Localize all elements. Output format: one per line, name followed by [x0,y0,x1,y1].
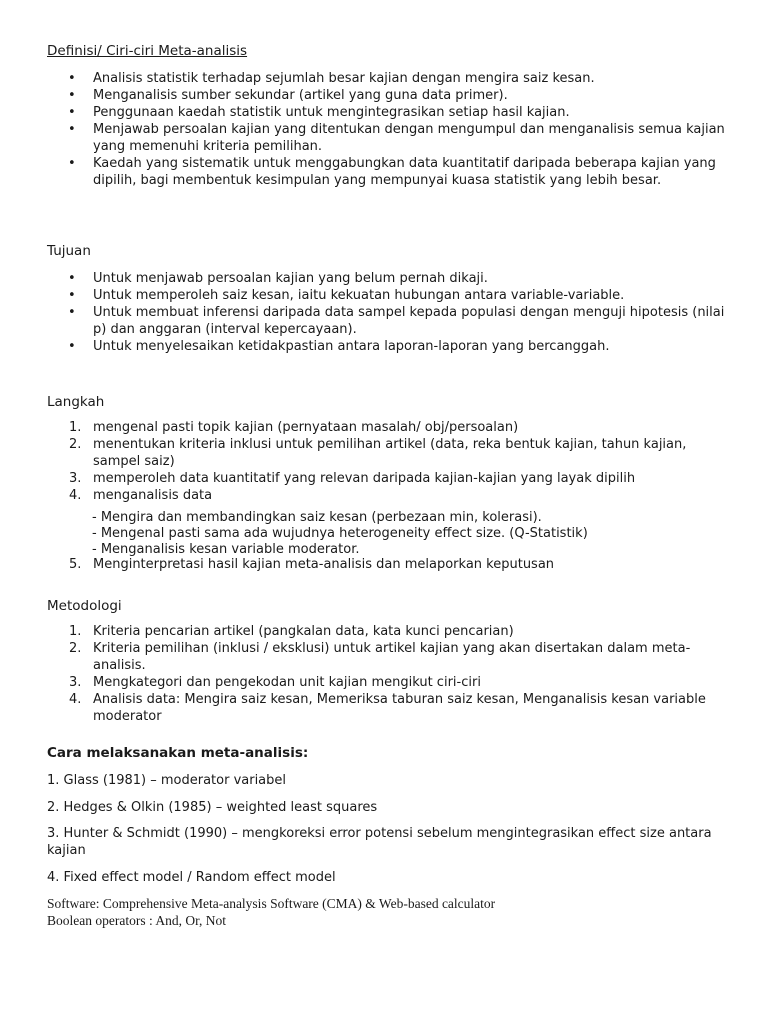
number-marker: 3. [69,471,82,486]
list-item: • Kaedah yang sistematik untuk menggabungkan data kuantitatif daripada beberapa kajian yang dipilih, bagi membentuk kesimpulan yang mempunyai kuasa statistik yang lebih besar. [68,156,716,188]
list-item: 5. Menginterpretasi hasil kajian meta-analisis dan melaporkan keputusan [69,557,555,572]
tujuan-list [0,270,733,355]
number-marker: 1. [69,624,82,639]
list-item: • Untuk memperoleh saiz kesan, iaitu kekuatan hubungan antara variable-variable. [68,288,625,303]
list-item: • Analisis statistik terhadap sejumlah besar kajian dengan mengira saiz kesan. [68,71,595,86]
list-item: 3. Mengkategori dan pengekodan unit kajian mengikut ciri-ciri [69,675,481,690]
bullet-marker: • [68,122,76,137]
number-marker: 5. [69,557,82,572]
heading-langkah: Langkah [47,394,105,410]
heading-definisi: Definisi/ Ciri-ciri Meta-analisis [47,43,248,59]
list-item: • Untuk menjawab persoalan kajian yang belum pernah dikaji. [68,271,488,286]
heading-metodologi: Metodologi [47,598,122,614]
boolean-line: Boolean operators : And, Or, Not [47,913,227,928]
list-item: • Penggunaan kaedah statistik untuk mengintegrasikan setiap hasil kajian. [68,105,570,120]
sub-item: - Mengira dan membandingkan saiz kesan (perbezaan min, kolerasi). [92,510,542,525]
bullet-marker: • [68,288,76,303]
list-item: • Menjawab persoalan kajian yang ditentukan dengan mengumpul dan menganalisis semua kajian yang memenuhi kriteria pemilihan. [68,122,725,154]
metodologi-list [0,623,733,725]
bullet-marker: • [68,105,76,120]
number-marker: 2. [69,437,82,452]
list-item: 4. Analisis data: Mengira saiz kesan, Memeriksa taburan saiz kesan, Menganalisis kesan variable moderator [69,692,706,724]
software-line: Software: Comprehensive Meta-analysis Software (CMA) & Web-based calculator [47,896,496,911]
bullet-marker: • [68,271,76,286]
langkah-list [0,419,733,504]
langkah-list-continued [0,556,733,573]
cara-item: 3. Hunter & Schmidt (1990) – mengkoreksi error potensi sebelum mengintegrasikan effect size antara kajian [47,826,712,858]
bullet-marker: • [68,339,76,354]
number-marker: 1. [69,420,82,435]
list-item: 4. menganalisis data [69,488,213,503]
cara-item: 1. Glass (1981) – moderator variabel [47,773,287,788]
definisi-list [0,70,733,189]
list-item: 2. Kriteria pemilihan (inklusi / eksklusi) untuk artikel kajian yang akan disertakan dalam meta-analisis. [69,641,691,673]
list-item: 1. mengenal pasti topik kajian (pernyataan masalah/ obj/persoalan) [69,420,519,435]
list-item: • Untuk membuat inferensi daripada data sampel kepada populasi dengan menguji hipotesis (nilai p) dan anggaran (interval kepercayaan). [68,305,725,337]
cara-item: 2. Hedges & Olkin (1985) – weighted least squares [47,800,378,815]
list-item: • Untuk menyelesaikan ketidakpastian antara laporan-laporan yang bercanggah. [68,339,610,354]
list-item: 2. menentukan kriteria inklusi untuk pemilihan artikel (data, reka bentuk kajian, tahun kajian, sampel saiz) [69,437,687,469]
sub-item: - Mengenal pasti sama ada wujudnya heterogeneity effect size. (Q-Statistik) [92,526,588,541]
heading-cara: Cara melaksanakan meta-analisis: [47,745,309,761]
heading-tujuan: Tujuan [47,243,91,259]
number-marker: 3. [69,675,82,690]
number-marker: 4. [69,692,82,707]
list-item: 1. Kriteria pencarian artikel (pangkalan data, kata kunci pencarian) [69,624,514,639]
list-item: • Menganalisis sumber sekundar (artikel yang guna data primer). [68,88,508,103]
bullet-marker: • [68,88,76,103]
bullet-marker: • [68,305,76,320]
bullet-marker: • [68,71,76,86]
cara-item: 4. Fixed effect model / Random effect model [47,870,336,885]
list-item: 3. memperoleh data kuantitatif yang relevan daripada kajian-kajian yang layak dipilih [69,471,636,486]
bullet-marker: • [68,156,76,171]
langkah-sub-list [92,510,588,558]
sub-item: - Menganalisis kesan variable moderator. [92,542,360,557]
number-marker: 4. [69,488,82,503]
number-marker: 2. [69,641,82,656]
